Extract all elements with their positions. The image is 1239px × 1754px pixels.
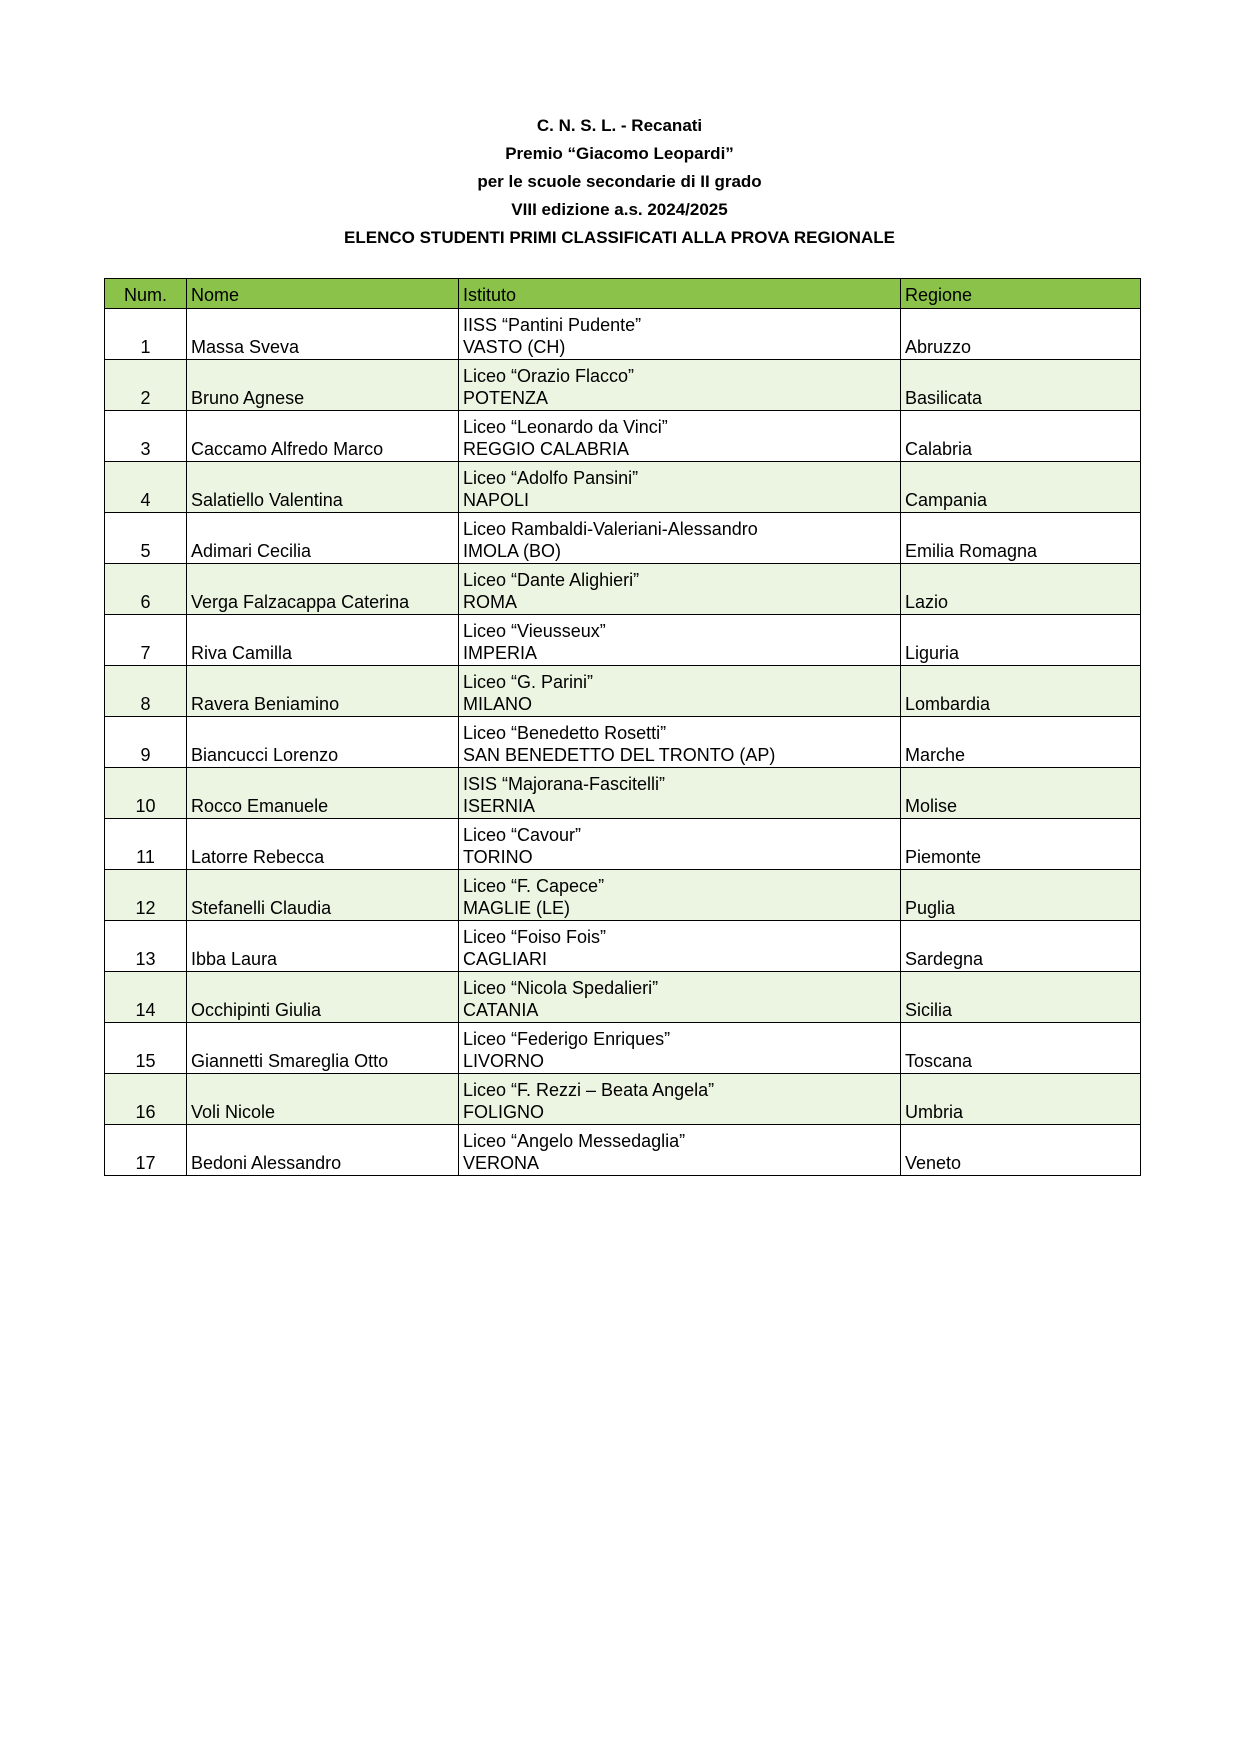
table-row: [105, 462, 1141, 513]
table-row: [105, 870, 1141, 921]
student-name: Latorre Rebecca: [187, 819, 459, 870]
institute-cell: [459, 666, 901, 717]
region-name: Liguria: [901, 615, 1141, 666]
institute-name: Liceo “Orazio Flacco”: [463, 366, 635, 386]
institute-name: Liceo “Nicola Spedalieri”: [463, 978, 659, 998]
institute-name: Liceo “Leonardo da Vinci”: [463, 417, 668, 437]
institute-city: TORINO: [463, 847, 533, 867]
table-row: [105, 360, 1141, 411]
table-body: [105, 309, 1141, 1176]
student-name: Salatiello Valentina: [187, 462, 459, 513]
table-row: [105, 768, 1141, 819]
institute-city: NAPOLI: [463, 490, 530, 510]
institute-city: VERONA: [463, 1153, 540, 1173]
institute-name: Liceo “Foiso Fois”: [463, 927, 607, 947]
institute-name: Liceo Rambaldi-Valeriani-Alessandro: [463, 519, 758, 539]
institute-cell: [459, 615, 901, 666]
institute-name: IISS “Pantini Pudente”: [463, 315, 642, 335]
school-level: per le scuole secondarie di II grado: [477, 172, 762, 191]
institute-city: IMPERIA: [463, 643, 538, 663]
region-name: Sicilia: [901, 972, 1141, 1023]
region-name: Lazio: [901, 564, 1141, 615]
institute-cell: [459, 819, 901, 870]
region-name: Marche: [901, 717, 1141, 768]
table-row: [105, 717, 1141, 768]
institute-cell: [459, 870, 901, 921]
student-name: Caccamo Alfredo Marco: [187, 411, 459, 462]
institute-city: SAN BENEDETTO DEL TRONTO (AP): [463, 745, 776, 765]
institute-name: Liceo “F. Rezzi – Beata Angela”: [463, 1080, 715, 1100]
row-number: 17: [105, 1125, 187, 1176]
institute-cell: [459, 513, 901, 564]
table-row: [105, 411, 1141, 462]
region-name: Sardegna: [901, 921, 1141, 972]
institute-city: ROMA: [463, 592, 517, 612]
column-header-num: Num.: [105, 279, 187, 309]
student-name: Occhipinti Giulia: [187, 972, 459, 1023]
row-number: 7: [105, 615, 187, 666]
student-name: Giannetti Smareglia Otto: [187, 1023, 459, 1074]
column-header-region: Regione: [901, 279, 1141, 309]
institute-city: MAGLIE (LE): [463, 898, 571, 918]
institute-name: Liceo “Cavour”: [463, 825, 582, 845]
region-name: Emilia Romagna: [901, 513, 1141, 564]
student-name: Bedoni Alessandro: [187, 1125, 459, 1176]
institute-city: ISERNIA: [463, 796, 536, 816]
region-name: Molise: [901, 768, 1141, 819]
institute-name: Liceo “Angelo Messedaglia”: [463, 1131, 686, 1151]
list-title: ELENCO STUDENTI PRIMI CLASSIFICATI ALLA PROVA REGIONALE: [344, 228, 895, 247]
region-name: Piemonte: [901, 819, 1141, 870]
row-number: 9: [105, 717, 187, 768]
edition-year: VIII edizione a.s. 2024/2025: [511, 200, 728, 219]
region-name: Umbria: [901, 1074, 1141, 1125]
institute-cell: [459, 462, 901, 513]
prize-title: Premio “Giacomo Leopardi”: [505, 144, 734, 163]
student-name: Verga Falzacappa Caterina: [187, 564, 459, 615]
table-row: [105, 309, 1141, 360]
region-name: Puglia: [901, 870, 1141, 921]
institute-name: ISIS “Majorana-Fascitelli”: [463, 774, 666, 794]
row-number: 2: [105, 360, 187, 411]
institute-city: FOLIGNO: [463, 1102, 545, 1122]
row-number: 13: [105, 921, 187, 972]
institute-cell: [459, 309, 901, 360]
institute-cell: [459, 564, 901, 615]
institute-city: VASTO (CH): [463, 337, 566, 357]
table-row: [105, 564, 1141, 615]
institute-name: Liceo “G. Parini”: [463, 672, 594, 692]
student-name: Massa Sveva: [187, 309, 459, 360]
institute-cell: [459, 360, 901, 411]
row-number: 15: [105, 1023, 187, 1074]
winners-table: [104, 278, 1141, 1176]
institute-city: CAGLIARI: [463, 949, 548, 969]
student-name: Voli Nicole: [187, 1074, 459, 1125]
institute-cell: [459, 1125, 901, 1176]
document-header: [0, 112, 1239, 252]
row-number: 4: [105, 462, 187, 513]
row-number: 14: [105, 972, 187, 1023]
student-name: Stefanelli Claudia: [187, 870, 459, 921]
region-name: Basilicata: [901, 360, 1141, 411]
institute-cell: [459, 921, 901, 972]
table-row: [105, 972, 1141, 1023]
institute-name: Liceo “Dante Alighieri”: [463, 570, 640, 590]
row-number: 8: [105, 666, 187, 717]
student-name: Ibba Laura: [187, 921, 459, 972]
institute-city: IMOLA (BO): [463, 541, 562, 561]
region-name: Veneto: [901, 1125, 1141, 1176]
column-header-institute: Istituto: [459, 279, 901, 309]
header-row: [105, 279, 1141, 309]
institute-name: Liceo “Adolfo Pansini”: [463, 468, 639, 488]
student-name: Biancucci Lorenzo: [187, 717, 459, 768]
institute-cell: [459, 1074, 901, 1125]
institute-name: Liceo “Vieusseux”: [463, 621, 606, 641]
institute-city: CATANIA: [463, 1000, 539, 1020]
table-row: [105, 921, 1141, 972]
institute-name: Liceo “Federigo Enriques”: [463, 1029, 671, 1049]
column-header-name: Nome: [187, 279, 459, 309]
region-name: Lombardia: [901, 666, 1141, 717]
region-name: Abruzzo: [901, 309, 1141, 360]
institute-cell: [459, 411, 901, 462]
student-name: Ravera Beniamino: [187, 666, 459, 717]
row-number: 10: [105, 768, 187, 819]
row-number: 11: [105, 819, 187, 870]
region-name: Campania: [901, 462, 1141, 513]
student-name: Bruno Agnese: [187, 360, 459, 411]
row-number: 1: [105, 309, 187, 360]
row-number: 5: [105, 513, 187, 564]
institute-name: Liceo “Benedetto Rosetti”: [463, 723, 667, 743]
table-row: [105, 666, 1141, 717]
institute-city: POTENZA: [463, 388, 549, 408]
table-row: [105, 513, 1141, 564]
organization-title: C. N. S. L. - Recanati: [536, 116, 703, 135]
row-number: 16: [105, 1074, 187, 1125]
table-row: [105, 819, 1141, 870]
institute-cell: [459, 972, 901, 1023]
table-row: [105, 1125, 1141, 1176]
student-name: Adimari Cecilia: [187, 513, 459, 564]
institute-name: Liceo “F. Capece”: [463, 876, 605, 896]
table-row: [105, 1074, 1141, 1125]
table-row: [105, 1023, 1141, 1074]
institute-cell: [459, 717, 901, 768]
student-name: Rocco Emanuele: [187, 768, 459, 819]
region-name: Calabria: [901, 411, 1141, 462]
row-number: 6: [105, 564, 187, 615]
row-number: 12: [105, 870, 187, 921]
institute-city: REGGIO CALABRIA: [463, 439, 630, 459]
institute-cell: [459, 768, 901, 819]
row-number: 3: [105, 411, 187, 462]
table-row: [105, 615, 1141, 666]
institute-city: MILANO: [463, 694, 533, 714]
table-header: [105, 279, 1141, 309]
institute-city: LIVORNO: [463, 1051, 545, 1071]
institute-cell: [459, 1023, 901, 1074]
student-name: Riva Camilla: [187, 615, 459, 666]
region-name: Toscana: [901, 1023, 1141, 1074]
